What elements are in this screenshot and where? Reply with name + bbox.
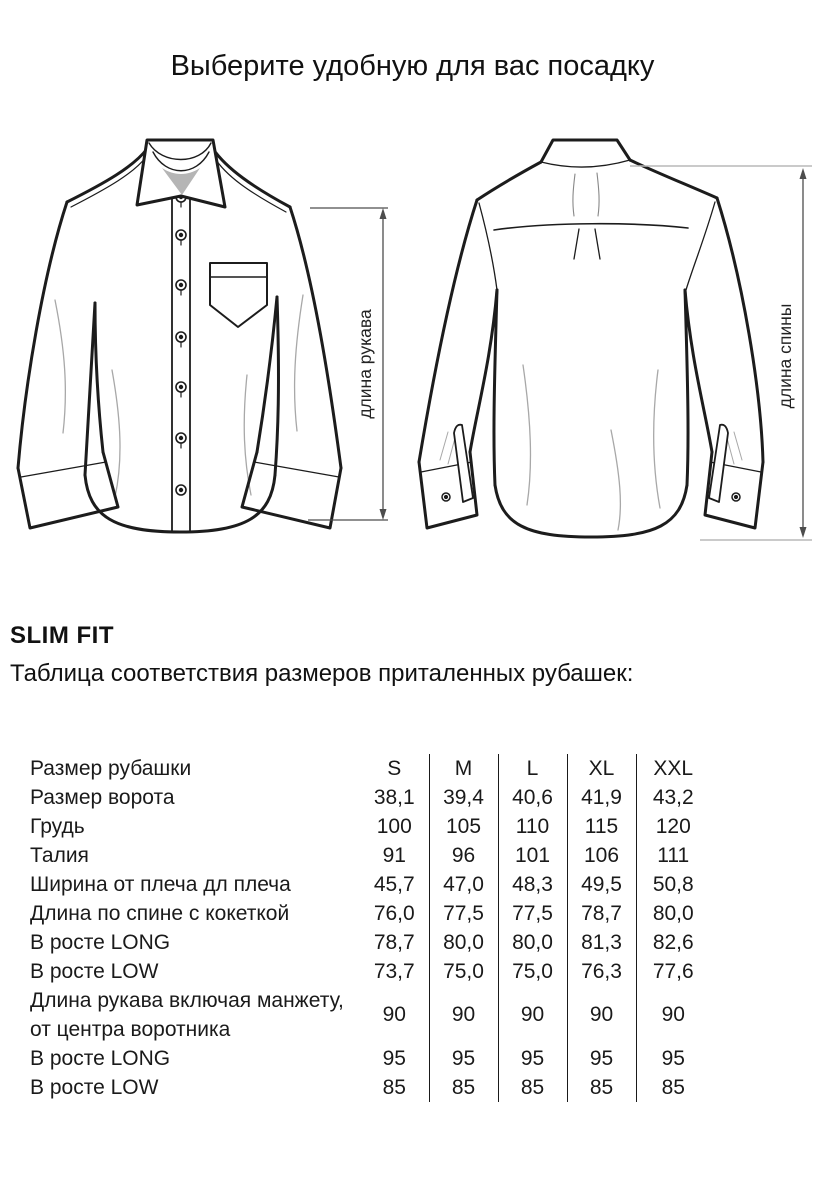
table-row bbox=[30, 783, 710, 812]
table-cell: 85 bbox=[382, 1075, 406, 1099]
row-label: В росте LONG bbox=[30, 1046, 171, 1070]
row-label-line2: от центра воротника bbox=[30, 1018, 231, 1041]
table-cell: 111 bbox=[636, 841, 710, 870]
table-cell: 85 bbox=[567, 1073, 636, 1102]
table-cell: 90 bbox=[429, 986, 498, 1044]
table-cell: 39,4 bbox=[429, 783, 498, 812]
table-cell: 95 bbox=[636, 1044, 710, 1073]
row-label: Грудь bbox=[30, 814, 85, 838]
size-table bbox=[30, 754, 710, 1102]
sleeve-length-label: длина рукава bbox=[355, 309, 375, 419]
chest-pocket bbox=[210, 263, 267, 327]
table-cell: 90 bbox=[636, 986, 710, 1044]
table-header-row bbox=[30, 754, 710, 783]
table-cell: 95 bbox=[567, 1044, 636, 1073]
table-row bbox=[30, 1073, 710, 1102]
table-cell: 45,7 bbox=[373, 872, 415, 896]
table-cell: 82,6 bbox=[636, 928, 710, 957]
row-label: В росте LOW bbox=[30, 959, 159, 983]
table-cell: 85 bbox=[636, 1073, 710, 1102]
row-label: Длина по спине с кокеткой bbox=[30, 901, 290, 925]
table-cell: 49,5 bbox=[567, 870, 636, 899]
row-label bbox=[30, 986, 360, 1044]
table-cell: 48,3 bbox=[498, 870, 567, 899]
table-cell: 80,0 bbox=[429, 928, 498, 957]
table-cell: 76,0 bbox=[373, 901, 415, 925]
table-cell: 95 bbox=[382, 1046, 406, 1070]
table-cell: 120 bbox=[636, 812, 710, 841]
row-label: В росте LOW bbox=[30, 1075, 159, 1099]
table-cell: 100 bbox=[376, 814, 412, 838]
table-row bbox=[30, 986, 710, 1044]
size-column-header: L bbox=[498, 754, 567, 783]
table-cell: 81,3 bbox=[567, 928, 636, 957]
table-header-label: Размер рубашки bbox=[30, 756, 192, 780]
table-cell: 95 bbox=[498, 1044, 567, 1073]
size-column-header: XXL bbox=[636, 754, 710, 783]
size-column-header: XL bbox=[567, 754, 636, 783]
table-cell: 38,1 bbox=[373, 785, 415, 809]
back-length-label: длина спины bbox=[775, 303, 795, 409]
table-cell: 43,2 bbox=[636, 783, 710, 812]
fit-section-subtitle: Таблица соответствия размеров приталенных рубашек: bbox=[10, 660, 634, 687]
table-cell: 80,0 bbox=[636, 899, 710, 928]
table-row bbox=[30, 957, 710, 986]
table-cell: 77,5 bbox=[429, 899, 498, 928]
table-cell: 85 bbox=[498, 1073, 567, 1102]
table-cell: 96 bbox=[429, 841, 498, 870]
size-column-header: S bbox=[387, 756, 402, 780]
cuff-plackets bbox=[442, 425, 740, 502]
table-cell: 77,6 bbox=[636, 957, 710, 986]
table-cell: 77,5 bbox=[498, 899, 567, 928]
table-cell: 75,0 bbox=[498, 957, 567, 986]
table-cell: 101 bbox=[498, 841, 567, 870]
table-cell: 90 bbox=[567, 986, 636, 1044]
table-cell: 76,3 bbox=[567, 957, 636, 986]
table-row bbox=[30, 841, 710, 870]
table-cell: 78,7 bbox=[373, 930, 415, 954]
table-cell: 85 bbox=[429, 1073, 498, 1102]
shirt-back-drawing bbox=[419, 140, 763, 537]
table-row bbox=[30, 928, 710, 957]
back-collar bbox=[541, 140, 630, 216]
table-cell: 73,7 bbox=[373, 959, 415, 983]
table-cell: 50,8 bbox=[636, 870, 710, 899]
page-title: Выберите удобную для вас посадку bbox=[170, 50, 655, 82]
shirt-measurement-diagram bbox=[0, 130, 825, 560]
table-cell: 47,0 bbox=[429, 870, 498, 899]
table-cell: 80,0 bbox=[498, 928, 567, 957]
table-cell: 115 bbox=[567, 812, 636, 841]
row-label: Талия bbox=[30, 843, 89, 867]
size-column-header: M bbox=[429, 754, 498, 783]
table-row bbox=[30, 1044, 710, 1073]
fit-section-heading: SLIM FIT bbox=[10, 622, 114, 649]
table-cell: 106 bbox=[567, 841, 636, 870]
row-label: В росте LONG bbox=[30, 930, 171, 954]
front-buttons bbox=[176, 192, 186, 495]
table-cell: 90 bbox=[498, 986, 567, 1044]
table-row bbox=[30, 899, 710, 928]
table-cell: 95 bbox=[429, 1044, 498, 1073]
table-cell: 41,9 bbox=[567, 783, 636, 812]
table-cell: 91 bbox=[382, 843, 406, 867]
table-cell: 110 bbox=[498, 812, 567, 841]
row-label: Ширина от плеча дл плеча bbox=[30, 872, 291, 896]
row-label: Размер ворота bbox=[30, 785, 175, 809]
table-row bbox=[30, 870, 710, 899]
row-label-line1: Длина рукава включая манжету, bbox=[30, 989, 344, 1012]
table-cell: 105 bbox=[429, 812, 498, 841]
table-cell: 78,7 bbox=[567, 899, 636, 928]
table-cell: 75,0 bbox=[429, 957, 498, 986]
table-cell: 40,6 bbox=[498, 783, 567, 812]
front-collar bbox=[137, 140, 225, 207]
table-cell: 90 bbox=[382, 1003, 406, 1026]
shirt-front-drawing bbox=[18, 140, 341, 532]
table-row bbox=[30, 812, 710, 841]
